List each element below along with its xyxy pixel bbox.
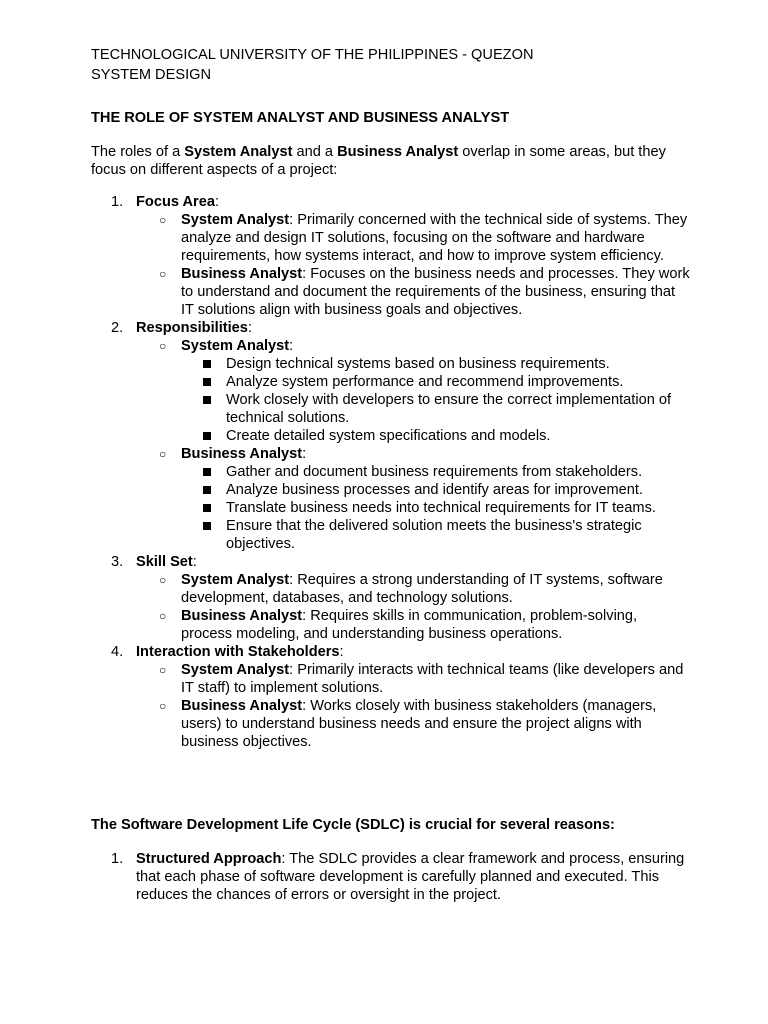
square-bullet-icon — [203, 396, 211, 404]
square-bullet-icon — [203, 432, 211, 440]
responsibility-item: Analyze system performance and recommend improvements. — [181, 373, 691, 391]
circle-bullet-icon: ○ — [159, 267, 167, 281]
sub-item-system-analyst: ○ System Analyst: Primarily interacts with technical teams (like developers and IT staff) to implement solutions. — [159, 662, 684, 696]
intro-bold-business-analyst: Business Analyst — [337, 144, 459, 160]
responsibility-item: Design technical systems based on business requirements. — [181, 355, 691, 373]
sdlc-heading: The Software Development Life Cycle (SDLC) is crucial for several reasons: — [91, 817, 615, 833]
intro-bold-system-analyst: System Analyst — [184, 144, 293, 160]
responsibility-item: Work closely with developers to ensure the correct implementation of technical solutions. — [181, 391, 691, 427]
intro-text: The roles of a — [91, 144, 185, 160]
square-bullet-icon — [203, 522, 211, 530]
circle-bullet-icon: ○ — [159, 339, 167, 353]
intro-text: overlap in some areas, but they focus on different aspects of a project: — [91, 144, 666, 178]
sub-item-business-analyst: ○ Business Analyst: Focuses on the business needs and processes. They work to understand and document the requirements of the business, ensuring that IT solutions align with business goals and objectives. — [159, 266, 690, 318]
sub-item-business-analyst: ○ Business Analyst: Requires skills in communication, problem-solving, process modeling, and understanding business operations. — [159, 608, 638, 642]
list-item-focus-area — [91, 193, 691, 319]
sdlc-numbered-list — [91, 850, 691, 904]
header-course: SYSTEM DESIGN — [91, 67, 212, 83]
sub-item-system-analyst: ○ System Analyst: Design technical systems based on business requirements. Analyze system performance and recommend improvements. Work closely with developers to ensure the correct implementation of technical solutions. Create detailed system specifications and models. — [136, 337, 691, 445]
circle-bullet-icon: ○ — [159, 609, 167, 623]
list-number: 4. — [111, 644, 124, 660]
intro-text: and a — [292, 144, 338, 160]
list-item-interaction-with-stakeholders — [91, 643, 691, 751]
list-number: 1. — [111, 194, 124, 210]
responsibility-item: Gather and document business requirements from stakeholders. — [181, 463, 691, 481]
sub-item-business-analyst: ○ Business Analyst: Gather and document business requirements from stakeholders. Analyze business processes and identify areas for improvement. Translate business needs into technical requirements for IT teams. Ensure that the delivered solution meets the business's strategic objectives. — [136, 445, 691, 553]
responsibility-item: Translate business needs into technical requirements for IT teams. — [181, 499, 691, 517]
list-number: 2. — [111, 320, 124, 336]
section-heading: Skill Set: — [136, 554, 197, 570]
sub-item-system-analyst: ○ System Analyst: Primarily concerned with the technical side of systems. They analyze and design IT solutions, focusing on the software and hardware requirements, how systems interact, and how to improve system efficiency. — [159, 212, 688, 264]
circle-bullet-icon: ○ — [159, 663, 167, 677]
circle-bullet-icon: ○ — [159, 447, 167, 461]
responsibility-item: Analyze business processes and identify areas for improvement. — [181, 481, 691, 499]
list-item-responsibilities — [91, 319, 691, 553]
section-heading: Interaction with Stakeholders: — [136, 644, 344, 660]
document-header — [91, 45, 534, 85]
list-item-skill-set — [91, 553, 691, 643]
sub-item-system-analyst: ○ System Analyst: Requires a strong understanding of IT systems, software development, databases, and technology solutions. — [159, 572, 663, 606]
roles-numbered-list — [91, 193, 691, 751]
square-bullet-icon — [203, 360, 211, 368]
square-bullet-icon — [203, 468, 211, 476]
header-university: TECHNOLOGICAL UNIVERSITY OF THE PHILIPPINES - QUEZON — [91, 47, 534, 63]
circle-bullet-icon: ○ — [159, 573, 167, 587]
sub-item-business-analyst: ○ Business Analyst: Works closely with business stakeholders (managers, users) to understand business needs and ensure the project aligns with business objectives. — [159, 698, 657, 750]
circle-bullet-icon: ○ — [159, 699, 167, 713]
square-bullet-icon — [203, 504, 211, 512]
intro-paragraph — [91, 143, 691, 179]
list-number: 3. — [111, 554, 124, 570]
section-heading: Focus Area: — [136, 194, 220, 210]
section-heading: Responsibilities: — [136, 320, 252, 336]
list-number: 1. — [111, 851, 124, 867]
responsibility-item: Create detailed system specifications and models. — [181, 427, 691, 445]
square-bullet-icon — [203, 486, 211, 494]
document-title: THE ROLE OF SYSTEM ANALYST AND BUSINESS ANALYST — [91, 110, 510, 126]
circle-bullet-icon: ○ — [159, 213, 167, 227]
square-bullet-icon — [203, 378, 211, 386]
list-item-structured-approach: 1. Structured Approach: The SDLC provides a clear framework and process, ensuring that each phase of software development is carefully planned and executed. This reduces the chances of errors or oversight in the project. — [111, 851, 685, 903]
responsibility-item: Ensure that the delivered solution meets the business's strategic objectives. — [181, 517, 691, 553]
